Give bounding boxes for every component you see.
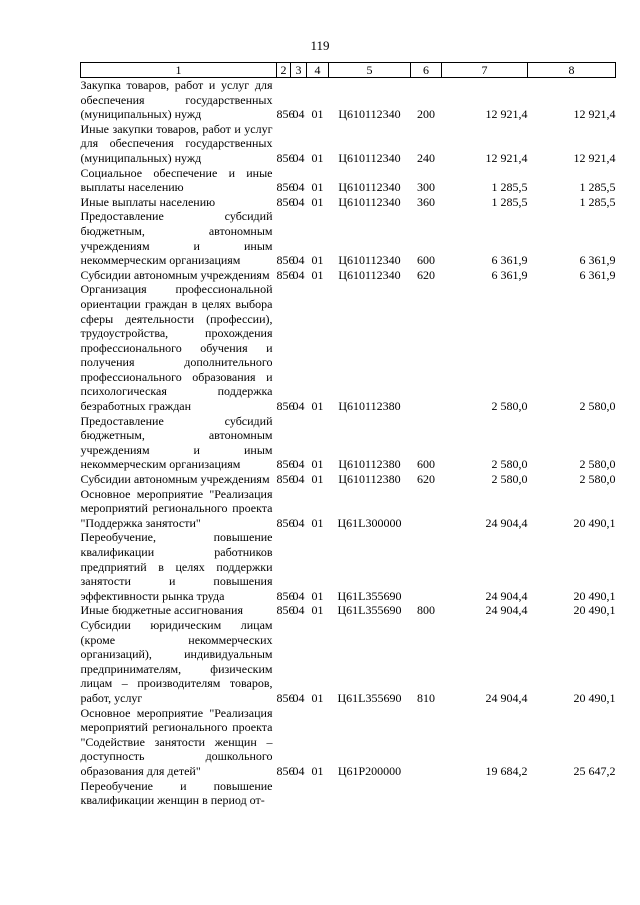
amount-year2-cell: 1 285,5 [579,194,616,209]
amount-year2-cell: 20 490,1 [573,588,616,603]
target-article-cell: Ц610112340 [338,253,401,268]
expense-type-cell: 620 [417,472,435,487]
admin-code-cell: 856 [276,180,295,195]
amount-year2-cell: 2 580,0 [579,472,616,487]
subsection-code-cell [307,779,329,808]
table-row [81,530,616,603]
admin-code-cell: 856 [276,588,295,603]
expense-type-cell [411,530,442,603]
amount-year1-cell: 24 904,4 [485,515,528,530]
subsection-code-cell: 01 [311,180,324,195]
amount-year1-cell: 2 580,0 [491,399,528,414]
table-row [81,122,616,166]
subsection-code-cell: 01 [311,457,324,472]
admin-code-cell: 856 [276,253,295,268]
table-row [81,195,616,210]
amount-year2-cell: 2 580,0 [579,457,616,472]
amount-year2-cell: 20 490,1 [573,515,616,530]
expense-type-cell [411,487,442,531]
subsection-code-cell: 01 [311,194,324,209]
amount-year1-cell: 6 361,9 [491,267,528,282]
expense-type-cell [411,706,442,779]
section-code-cell: 04 [292,399,305,414]
section-code-cell: 04 [292,472,305,487]
amount-year1-cell: 12 921,4 [485,150,528,165]
budget-table [80,62,616,808]
amount-year2-cell: 20 490,1 [573,690,616,705]
amount-year1-cell: 6 361,9 [491,253,528,268]
amount-year2-cell: 6 361,9 [579,253,616,268]
subsection-code-cell: 01 [311,107,324,122]
admin-code-cell: 856 [276,763,295,778]
table-row [81,268,616,283]
subsection-code-cell: 01 [311,690,324,705]
row-name-cell: Иные закупки товаров, работ и услуг для обеспечения государственных (муниципальных) нужд [80,121,273,165]
amount-year1-cell [442,779,528,808]
column-header: 2 [277,63,291,78]
section-code-cell: 04 [292,763,305,778]
amount-year1-cell: 24 904,4 [485,588,528,603]
amount-year1-cell: 24 904,4 [485,603,528,618]
amount-year1-cell: 1 285,5 [491,194,528,209]
subsection-code-cell: 01 [311,603,324,618]
expense-type-cell: 800 [417,603,435,618]
section-code-cell: 04 [292,267,305,282]
amount-year2-cell: 20 490,1 [573,603,616,618]
table-row [81,282,616,413]
expense-type-cell: 200 [417,107,435,122]
target-article-cell: Ц610112340 [338,267,401,282]
target-article-cell: Ц610112340 [338,180,401,195]
table-header-row [81,63,616,78]
column-header: 7 [442,63,528,78]
table-row [81,603,616,618]
section-code-cell: 04 [292,107,305,122]
admin-code-cell: 856 [276,472,295,487]
row-name-cell: Закупка товаров, работ и услуг для обеспечения государственных (муниципальных) нужд [80,78,273,122]
target-article-cell: Ц610112340 [338,150,401,165]
expense-type-cell [411,282,442,413]
subsection-code-cell: 01 [311,763,324,778]
amount-year2-cell: 12 921,4 [573,107,616,122]
section-code-cell: 04 [292,457,305,472]
target-article-cell: Ц61P200000 [337,763,402,778]
expense-type-cell: 240 [417,150,435,165]
column-header: 5 [329,63,411,78]
expense-type-cell: 600 [417,457,435,472]
subsection-code-cell: 01 [311,253,324,268]
column-header: 8 [528,63,616,78]
subsection-code-cell: 01 [311,515,324,530]
subsection-code-cell: 01 [311,588,324,603]
expense-type-cell: 620 [417,267,435,282]
table-row [81,414,616,472]
section-code-cell: 04 [292,588,305,603]
target-article-cell: Ц610112340 [338,107,401,122]
target-article-cell: Ц61L355690 [337,588,402,603]
section-code-cell: 04 [292,690,305,705]
amount-year1-cell: 2 580,0 [491,472,528,487]
table-row [81,166,616,195]
amount-year2-cell: 25 647,2 [573,763,616,778]
target-article-cell: Ц61L355690 [337,603,402,618]
section-code-cell: 04 [292,180,305,195]
admin-code-cell: 856 [276,457,295,472]
amount-year2-cell: 2 580,0 [579,399,616,414]
target-article-cell: Ц610112380 [338,472,401,487]
row-name-cell: Субсидии юридическим лицам (кроме некоммерческих организаций), индивидуальным предпринимателям, физическим лицам – производителям товаров, работ, услуг [80,617,273,705]
table-row [81,472,616,487]
row-name-cell: Основное мероприятие "Реализация мероприятий регионального проекта "Содействие занятости женщин – доступность дошкольного образования для детей" [80,705,273,778]
target-article-cell: Ц610112340 [338,194,401,209]
admin-code-cell: 856 [276,267,295,282]
subsection-code-cell: 01 [311,399,324,414]
column-header: 4 [307,63,329,78]
table-row [81,78,616,122]
row-name-cell: Субсидии автономным учреждениям [80,472,270,487]
amount-year2-cell: 1 285,5 [579,180,616,195]
admin-code-cell: 856 [276,399,295,414]
table-body [81,78,616,808]
admin-code-cell: 856 [276,515,295,530]
row-name-cell: Переобучение и повышение квалификации женщин в период от- [80,778,273,808]
section-code-cell: 04 [292,194,305,209]
amount-year2-cell: 12 921,4 [573,150,616,165]
column-header: 1 [81,63,277,78]
expense-type-cell: 600 [417,253,435,268]
row-name-cell: Иные выплаты населению [80,194,216,209]
section-code-cell: 04 [292,150,305,165]
amount-year2-cell [528,779,616,808]
row-name-cell: Переобучение, повышение квалификации работников предприятий в целях поддержки занятости и повышения эффективности рынка труда [80,530,273,603]
section-code-cell: 04 [292,603,305,618]
target-article-cell: Ц61L300000 [337,515,402,530]
row-name-cell: Предоставление субсидий бюджетным, автономным учреждениям и иным некоммерческим организациям [80,209,273,268]
expense-type-cell: 300 [417,180,435,195]
section-code-cell [291,779,307,808]
target-article-cell: Ц610112380 [338,457,401,472]
subsection-code-cell: 01 [311,267,324,282]
amount-year1-cell: 12 921,4 [485,107,528,122]
admin-code-cell [277,779,291,808]
row-name-cell: Субсидии автономным учреждениям [80,267,270,282]
page-number: 119 [310,38,330,53]
expense-type-cell: 810 [417,690,435,705]
admin-code-cell: 856 [276,690,295,705]
admin-code-cell: 856 [276,107,295,122]
row-name-cell: Основное мероприятие "Реализация мероприятий регионального проекта "Поддержка занятости" [80,486,273,530]
target-article-cell [329,779,411,808]
target-article-cell: Ц61L355690 [337,690,402,705]
section-code-cell: 04 [292,515,305,530]
subsection-code-cell: 01 [311,150,324,165]
section-code-cell: 04 [292,253,305,268]
row-name-cell: Организация профессиональной ориентации граждан в целях выбора сферы деятельности (профессии), трудоустройства, прохождения профессионального обучения и получения дополнительного профессионального образования и психологическая поддержка безработных граждан [80,282,273,414]
subsection-code-cell: 01 [311,472,324,487]
admin-code-cell: 856 [276,150,295,165]
table-row [81,487,616,531]
row-name-cell: Предоставление субсидий бюджетным, автономным учреждениям и иным некоммерческим организациям [80,413,273,472]
amount-year1-cell: 2 580,0 [491,457,528,472]
column-header: 3 [291,63,307,78]
table-row [81,706,616,779]
expense-type-cell: 360 [417,194,435,209]
amount-year1-cell: 1 285,5 [491,180,528,195]
admin-code-cell: 856 [276,603,295,618]
amount-year2-cell: 6 361,9 [579,267,616,282]
table-row [81,618,616,706]
target-article-cell: Ц610112380 [338,399,401,414]
amount-year1-cell: 24 904,4 [485,690,528,705]
table-row [81,779,616,808]
amount-year1-cell: 19 684,2 [485,763,528,778]
expense-type-cell [411,779,442,808]
row-name-cell: Иные бюджетные ассигнования [80,603,243,618]
row-name-cell: Социальное обеспечение и иные выплаты населению [80,165,273,195]
admin-code-cell: 856 [276,194,295,209]
column-header: 6 [411,63,442,78]
table-row [81,209,616,267]
